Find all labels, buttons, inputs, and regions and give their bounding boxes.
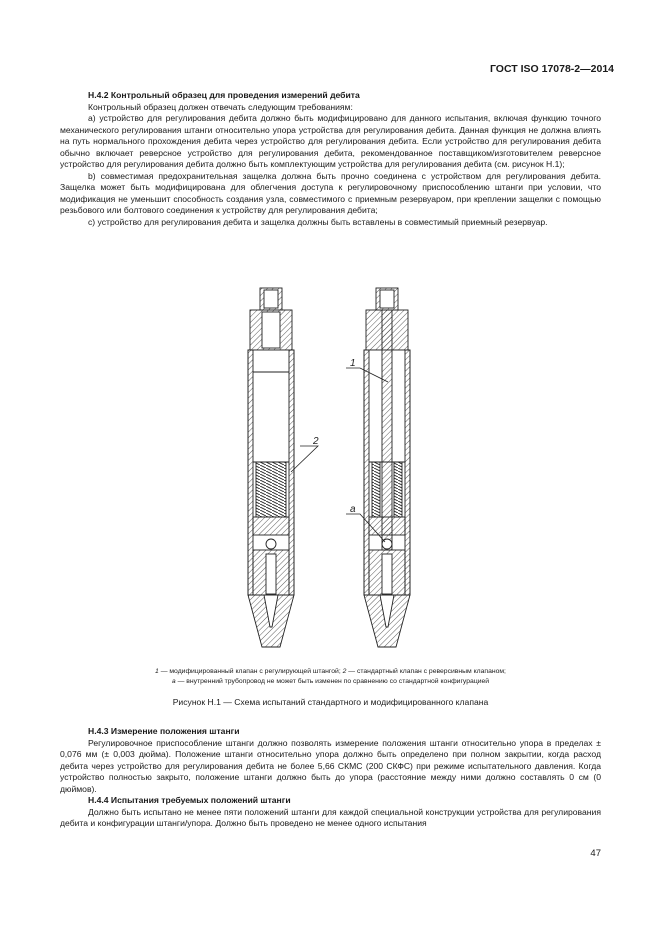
section-h44-title: Н.4.4 Испытания требуемых положений штанги: [88, 795, 291, 805]
section-h43-title: Н.4.3 Измерение положения штанги: [88, 726, 240, 736]
callout-label-2: 2: [313, 436, 319, 447]
section-h42-title: Н.4.2 Контрольный образец для проведения измерений дебита: [88, 90, 360, 100]
callout-label-a: a: [350, 504, 356, 515]
section-h42-intro: Контрольный образец должен отвечать следующим требованиям:: [88, 101, 353, 112]
sections-h43-h44: [60, 726, 601, 830]
legend-text-a: — внутренний трубопровод не может быть изменен по сравнению со стандартной конфигурацией: [175, 678, 490, 685]
section-h44-body: Должно быть испытано не менее пяти положений штанги для каждой специальной конструкции устройства для регулирования дебита и конфигурации штанги/упора. Должно быть проведено не менее одного испытания: [60, 806, 601, 828]
figure-legend: [60, 667, 601, 687]
legend-number-1: 1: [155, 668, 159, 675]
legend-text-2: — стандартный клапан с реверсивным клапаном;: [346, 668, 506, 675]
document-standard-header: ГОСТ ISO 17078-2—2014: [489, 63, 614, 75]
section-h42: [60, 90, 601, 228]
section-h42-item-a: а) устройство для регулирования дебита должно быть модифицировано для данного испытания, включая функцию точного механического регулирования штанги относительно упора устройства для регулирования дебита. Данная функция не должна влиять на путь нормального прохождения дебита через устройство для регулирования дебита. Если устройство для регулирования дебита обычно включает реверсное устройство для регулирования дебита, рекомендованное поставщиком/изготовителем реверсное устройство для регулирования дебита должно быть комплектующим устройства для регулирования дебита (см. рисунок Н.1);: [60, 113, 601, 169]
legend-text-1: — модифицированный клапан с регулирующей штангой;: [158, 668, 343, 675]
section-h42-item-b: b) совместимая предохранительная защелка должна быть прочно соединена с устройством для регулирования дебита. Защелка может быть модифицирована для облегчения доступа к регулировочному приспособлению штанги при условии, что модификация не уменьшит способность создания узла, совместимого с приемным резервуаром, при креплении защелки с помощью резьбового или болтового соединения к устройству для регулирования дебита;: [60, 170, 601, 215]
legend-number-2: 2: [342, 668, 347, 675]
modified-valve-drawing: [364, 288, 410, 647]
page-number: 47: [590, 848, 601, 859]
legend-letter-a: a: [171, 678, 176, 685]
section-h42-item-c: с) устройство для регулирования дебита и защелка должны быть вставлены в совместимый приемный резервуар.: [88, 216, 548, 227]
section-h43-body: Регулировочное приспособление штанги должно позволять измерение положения штанги относительно упора в пределах ± 0,076 мм (± 0,003 дюйма). Положение штанги относительно упора должно быть определено при полном закрытии, когда расход дебита через устройство для регулирования дебита не более 5,66 СКМС (200 СКФС) при режиме испытательного давления. Когда устройство полностью закрыто, положение штанги должно быть до упора (расстояние между ними должно составлять 0 см (0 дюймов).: [60, 737, 601, 794]
figure-caption: Рисунок Н.1 — Схема испытаний стандартного и модифицированного клапана: [172, 697, 489, 707]
valve-schematic-figure: [200, 282, 462, 662]
callout-label-1: 1: [350, 358, 356, 369]
standard-valve-drawing: [248, 288, 294, 647]
